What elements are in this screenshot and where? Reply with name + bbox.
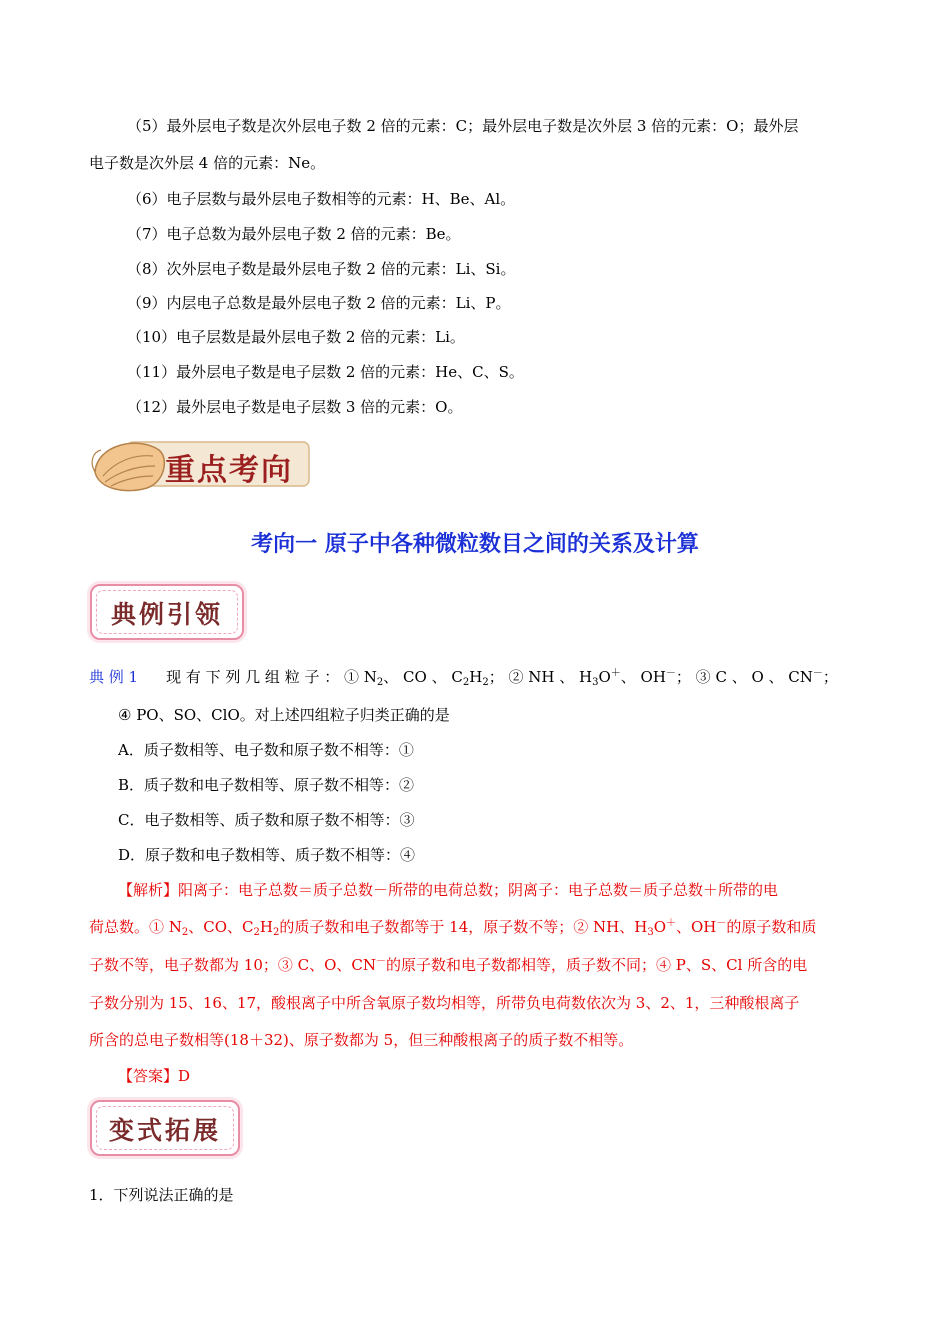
- option-b: B．质子数和电子数相等、原子数不相等：②: [118, 776, 415, 794]
- analysis-text: O: [653, 918, 666, 936]
- answer-line: [118, 1066, 190, 1086]
- summary-item-11: （11）最外层电子数是电子层数 2 倍的元素：He、C、S。: [127, 363, 524, 381]
- summary-item-9: （9）内层电子总数是最外层电子数 2 倍的元素：Li、P。: [127, 294, 511, 312]
- analysis-text: 阳离子：电子总数＝质子总数－所带的电荷总数；阴离子：电子总数＝质子总数＋所带的电: [178, 881, 779, 899]
- superscript: ＋: [610, 668, 621, 679]
- superscript: －: [665, 668, 676, 679]
- stem-part: H: [469, 668, 483, 686]
- superscript: －: [376, 956, 387, 967]
- variant-banner-label: 变式拓展: [108, 1116, 221, 1145]
- analysis-text: 的原子数和电子数都相等，质子数不同；④ P、S、Cl 所含的电: [386, 956, 808, 974]
- key-direction-banner: [87, 432, 315, 498]
- stem-part: 现 有 下 列 几 组 粒 子 ： ①: [166, 668, 364, 686]
- stem-part: ； ② NH 、 H: [488, 668, 593, 686]
- question-1: 1．下列说法正确的是: [89, 1186, 234, 1204]
- stem-part: ； ③ C 、 O 、 CN: [675, 668, 813, 686]
- stem-part: O: [598, 668, 611, 686]
- superscript: ＋: [666, 918, 676, 929]
- subscript: 3: [592, 677, 599, 688]
- subscript: 2: [181, 927, 189, 938]
- summary-item-5-line1: （5）最外层电子数是次外层电子数 2 倍的元素：C；最外层电子数是次外层 3 倍的元素：O；最外层: [127, 117, 799, 135]
- key-direction-label: 重点考向: [165, 453, 293, 488]
- analysis-line5: 所含的总电子数相等(18＋32)、原子数都为 5，但三种酸根离子的质子数不相等。: [89, 1031, 634, 1049]
- summary-item-12: （12）最外层电子数是电子层数 3 倍的元素：O。: [127, 398, 463, 416]
- subscript: 2: [253, 927, 260, 938]
- subscript: 3: [647, 927, 654, 938]
- answer-tag: 【答案】: [118, 1067, 179, 1085]
- superscript: －: [812, 668, 823, 679]
- example-banner-label: 典例引领: [110, 600, 223, 629]
- example-1-stem-line2: ④ PO、SO、ClO。对上述四组粒子归类正确的是: [118, 706, 450, 724]
- summary-item-10: （10）电子层数是最外层电子数 2 倍的元素：Li。: [127, 328, 465, 346]
- analysis-text: 的原子数和质: [726, 918, 817, 936]
- analysis-line1: [118, 880, 778, 900]
- stem-part: ；: [822, 668, 838, 686]
- subscript: 2: [462, 677, 470, 688]
- section-title: 考向一 原子中各种微粒数目之间的关系及计算: [251, 532, 699, 557]
- example-tag: 典 例 1: [89, 668, 139, 686]
- analysis-text: 、OH: [676, 918, 717, 936]
- subscript: 2: [376, 677, 384, 688]
- summary-item-8: （8）次外层电子数是最外层电子数 2 倍的元素：Li、Si。: [127, 260, 516, 278]
- option-a: A．质子数相等、电子数和原子数不相等：①: [118, 741, 414, 759]
- analysis-line3: [89, 955, 807, 975]
- example-banner: [90, 584, 244, 640]
- option-c: C．电子数相等、质子数和原子数不相等：③: [118, 811, 415, 829]
- summary-item-7: （7）电子总数为最外层电子数 2 倍的元素：Be。: [127, 225, 461, 243]
- subscript: 2: [273, 927, 280, 938]
- summary-item-5-line2: 电子数是次外层 4 倍的元素：Ne。: [89, 154, 326, 172]
- analysis-text: 子数不等，电子数都为 10；③ C、O、CN: [89, 956, 377, 974]
- analysis-text: 、CO、C: [188, 918, 254, 936]
- option-d: D．原子数和电子数相等、质子数不相等：④: [118, 846, 416, 864]
- stem-part: 、 CO 、 C: [383, 668, 463, 686]
- answer-value: D: [178, 1067, 191, 1085]
- analysis-text: H: [259, 918, 274, 936]
- variant-banner: [90, 1100, 240, 1156]
- stem-part: 、 OH: [620, 668, 666, 686]
- analysis-line4: 子数分别为 15、16、17，酸根离子中所含氧原子数均相等，所带负电荷数依次为 3、2、1，三种酸根离子: [89, 994, 800, 1012]
- superscript: －: [716, 918, 727, 929]
- analysis-text: 荷总数。① N: [89, 918, 182, 936]
- summary-item-6: （6）电子层数与最外层电子数相等的元素：H、Be、Al。: [127, 190, 516, 208]
- example-1-stem-line1: [89, 667, 838, 687]
- analysis-tag: 【解析】: [118, 881, 179, 899]
- analysis-line2: [89, 917, 816, 937]
- subscript: 2: [482, 677, 489, 688]
- stem-part: N: [363, 668, 377, 686]
- analysis-text: 的质子数和电子数都等于 14，原子数不等；② NH、H: [279, 918, 648, 936]
